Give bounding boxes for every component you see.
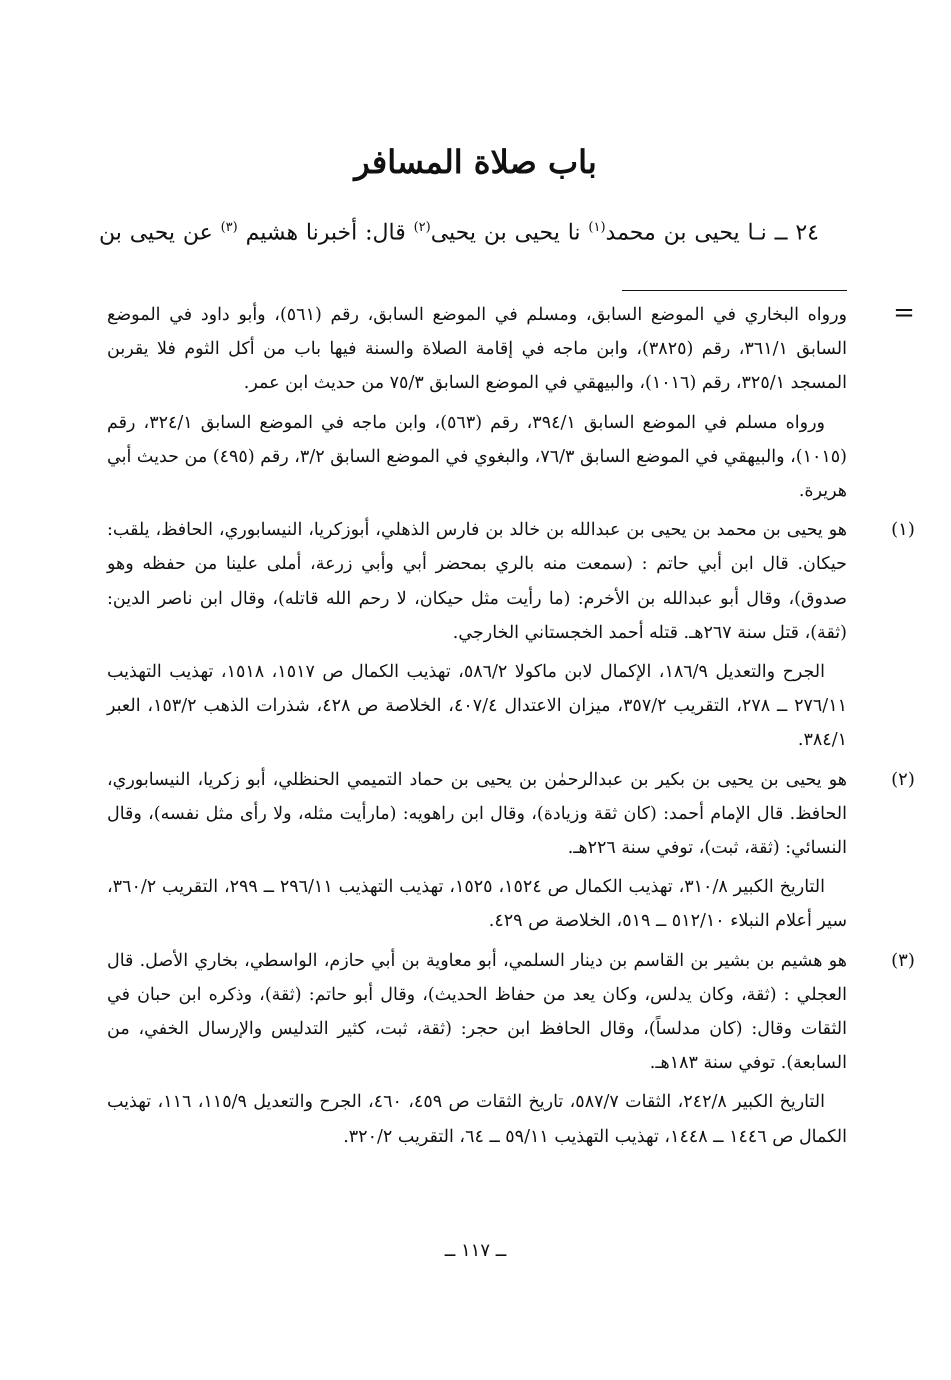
footnote-references: التاريخ الكبير ٢٤٢/٨، الثقات ٥٨٧/٧، تاريخ الثقات ص ٤٥٩، ٤٦٠، الجرح والتعديل ١١٥/٩، ١١٦، تهذيب الكمال ص ١٤٤٦ ــ ١٤٤٨، تهذيب التهذيب ٥٩/١١ ــ ٦٤، التقريب ٣٢٠/٢. [107, 1092, 847, 1147]
hadith-text: ٢٤ ــ نـا يحيى بن محمد [605, 220, 819, 246]
footnote-ref-2[interactable]: (٢) [413, 220, 431, 235]
footnote-marker: (١) [891, 519, 915, 541]
footnote-separator [622, 290, 847, 291]
footnote-ref-3[interactable]: (٣) [220, 220, 238, 235]
footnote-2 [107, 763, 915, 939]
footnote-ref-1[interactable]: (١) [588, 220, 606, 235]
footnote-paragraph: ورواه البخاري في الموضع السابق، ومسلم في الموضع السابق، رقم (٥٦١)، وأبو داود في الموضع السابق ٣٦١/١، رقم (٣٨٢٥)، وابن ماجه في إقامة الصلاة والسنة فيها باب من أكل الثوم فلا يقربن المسجد ٣٢٥/١، رقم (١٠١٦)، والبيهقي في الموضع السابق ٧٥/٣ من حديث ابن عمر. [107, 305, 847, 394]
hadith-text: نا يحيى بن يحيى [430, 220, 589, 246]
footnote-marker: (٢) [891, 768, 915, 790]
hadith-isnad-line [99, 210, 819, 251]
footnote-paragraph: هو هشيم بن بشير بن القاسم بن دينار السلمي، أبو معاوية بن أبي حازم، الواسطي، بخاري الأصل. قال العجلي : (ثقة، وكان يدلس، وكان يعد من حفاظ الحديث)، وقال أبو حاتم: (ثقة)، وذكره ابن حبان في الثقات وقال: (كان مدلساً)، وقال الحافظ ابن حجر: (ثقة، ثبت، كثير التدليس والإرسال الخفي، من السابعة). توفي سنة ١٨٣هـ. [107, 950, 847, 1074]
footnote-1 [107, 513, 915, 757]
hadith-text: قال: أخبرنا هشيم [237, 220, 414, 246]
footnote-references: الجرح والتعديل ١٨٦/٩، الإكمال لابن ماكولا ٥٨٦/٢، تهذيب الكمال ص ١٥١٧، ١٥١٨، تهذيب التهذيب ٢٧٦/١١ ــ ٢٧٨، التقريب ٣٥٧/٢، ميزان الاعتدال ٤٠٧/٤، الخلاصة ص ٤٢٨، شذرات الذهب ١٥٣/٢، العبر ٣٨٤/١. [107, 662, 847, 751]
footnote-references: التاريخ الكبير ٣١٠/٨، تهذيب الكمال ص ١٥٢٤، ١٥٢٥، تهذيب التهذيب ٢٩٦/١١ ــ ٢٩٩، التقريب ٣٦٠/٢، سير أعلام النبلاء ٥١٢/١٠ ــ ٥١٩، الخلاصة ص ٤٢٩. [107, 877, 847, 932]
continuation-marker: = [893, 298, 913, 328]
footnote-paragraph: ورواه مسلم في الموضع السابق ٣٩٤/١، رقم (٥٦٣)، وابن ماجه في الموضع السابق ٣٢٤/١، رقم (١٠١٥)، والبيهقي في الموضع السابق ٧٦/٣، والبغوي في الموضع السابق ٣/٢، رقم (٤٩٥) من حديث أبي هريرة. [107, 412, 847, 502]
footnote-3 [107, 944, 915, 1154]
chapter-title: باب صلاة المسافر [354, 143, 597, 181]
footnotes [107, 298, 915, 1159]
hadith-text: عن يحيى بن [99, 220, 221, 246]
footnote-continuation [107, 298, 913, 508]
footnote-marker: (٣) [891, 949, 915, 971]
page-number: ــ ١١٧ ــ [444, 1240, 507, 1261]
footnote-paragraph: هو يحيى بن محمد بن يحيى بن عبدالله بن خالد بن فارس الذهلي، أبوزكريا، النيسابوري، الحافظ، يلقب: حيكان. قال ابن أبي حاتم : (سمعت منه بالري بمحضر أبي وأبي زرعة، أملى علينا من حفظه وهو صدوق)، وقال أبو عبدالله بن الأخرم: (ما رأيت مثل حيكان، لا رحم الله قاتله)، وقال ابن ناصر الدين: (ثقة)، قتل سنة ٢٦٧هـ. قتله أحمد الخجستاني الخارجي. [107, 520, 847, 643]
footnote-paragraph: هو يحيى بن يحيى بن بكير بن عبدالرحمٰن بن يحيى بن حماد التميمي الحنظلي، أبو زكريا، النيسابوري، الحافظ. قال الإمام أحمد: (كان ثقة وزيادة)، وقال ابن راهويه: (مارأيت مثله، ولا رأى مثل نفسه)، وقال النسائي: (ثقة، ثبت)، توفي سنة ٢٢٦هـ. [107, 769, 847, 859]
